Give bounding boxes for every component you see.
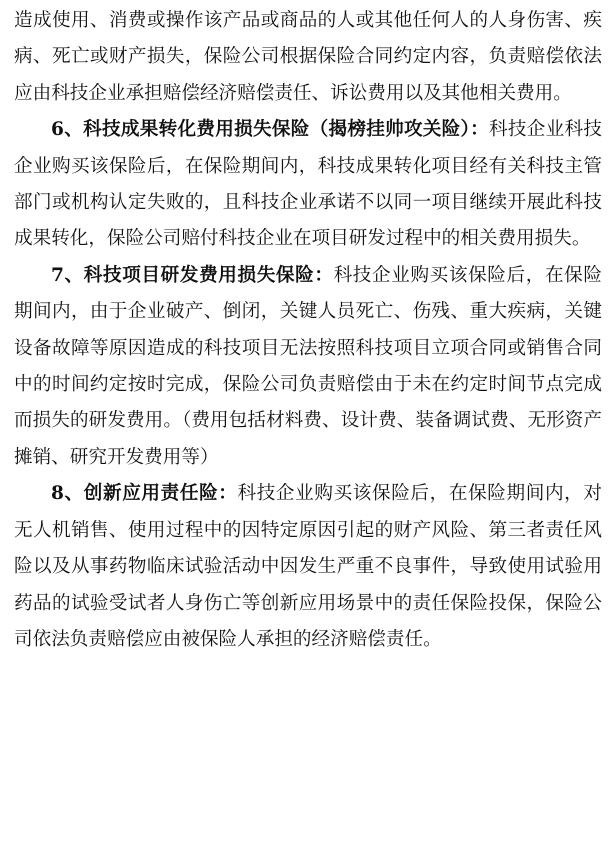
item-8-body: 科技企业购买该保险后，在保险期间内，对无人机销售、使用过程中的因特定原因引起的财产风险、第三者责任风险以及从事药物临床试验活动中因发生严重不良事件，导致使用试验用药品的试验受试者人身伤亡等创新应用场景中的责任保险投保，保险公司依法负责赔偿应由被保险人承担的经济赔偿责任。 bbox=[14, 483, 602, 650]
item-7-body: 科技企业购买该保险后，在保险期间内，由于企业破产、倒闭，关键人员死亡、伤残、重大疾病，关键设备故障等原因造成的科技项目无法按照科技项目立项合同或销售合同中的时间约定按时完成，保险公司负责赔偿由于未在约定时间节点完成而损失的研发费用。（费用包括材料费、设计费、装备调试费、无形资产摊销、研究开发费用等） bbox=[14, 264, 602, 468]
item-8-heading: 8、创新应用责任险 bbox=[51, 483, 219, 505]
paragraph-item-8 bbox=[14, 476, 602, 658]
item-6-body: 科技企业科技企业购买该保险后，在保险期间内，科技成果转化项目经有关科技主管部门或机构认定失败的，且科技企业承诺不以同一项目继续开展此科技成果转化，保险公司赔付科技企业在项目研发过程中的相关费用损失。 bbox=[14, 119, 602, 250]
paragraph-item-6 bbox=[14, 112, 602, 258]
item-7-colon: ： bbox=[314, 264, 334, 286]
paragraph-product-liability-continuation bbox=[14, 3, 602, 112]
paragraph-item-7 bbox=[14, 258, 602, 476]
item-7-heading: 7、科技项目研发费用损失保险 bbox=[51, 264, 315, 286]
item-6-heading: 6、科技成果转化费用损失保险（揭榜挂帅攻关险） bbox=[51, 119, 471, 141]
item-6-colon: ： bbox=[470, 119, 490, 141]
item-8-colon: ： bbox=[218, 483, 238, 505]
document-page bbox=[14, 3, 602, 658]
paragraph-text: 造成使用、消费或操作该产品或商品的人或其他任何人的人身伤害、疾病、死亡或财产损失，保险公司根据保险合同约定内容，负责赔偿依法应由科技企业承担赔偿经济赔偿责任、诉讼费用以及其他相关费用。 bbox=[14, 10, 602, 104]
